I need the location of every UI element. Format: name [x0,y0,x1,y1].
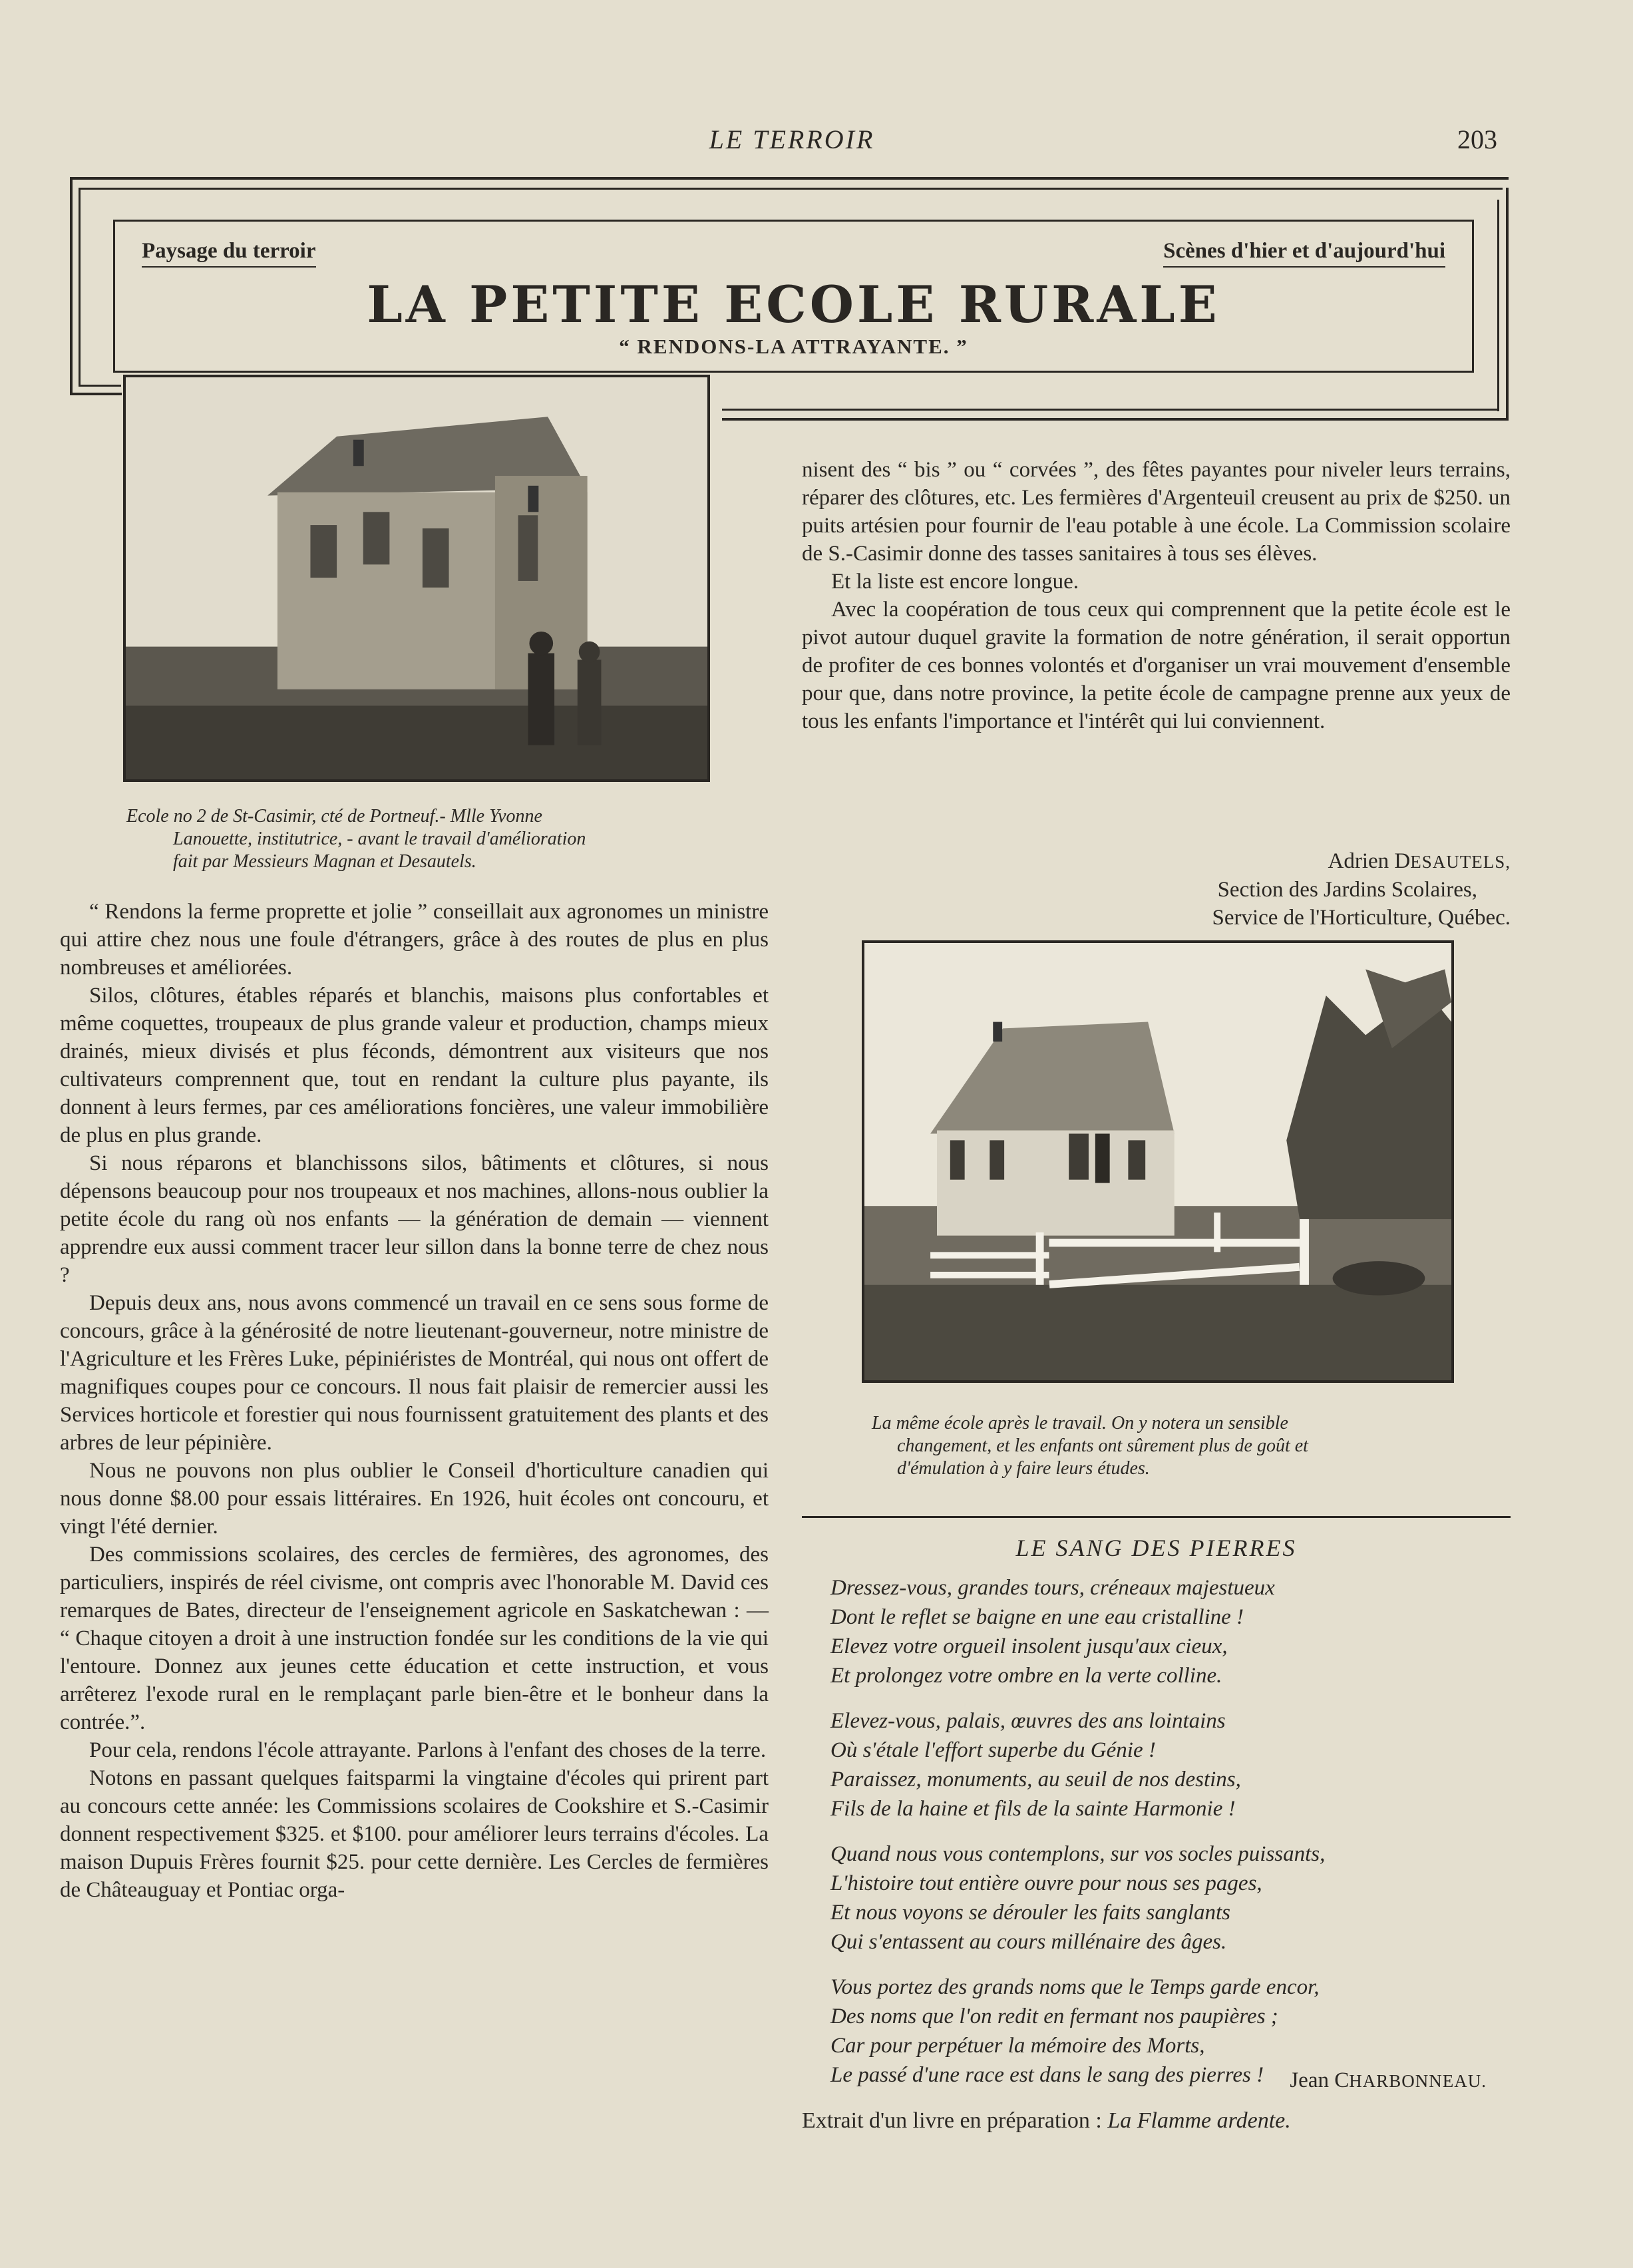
poem-line: Le passé d'une race est dans le sang des pierres ! [830,2063,1264,2087]
paragraph: Des commissions scolaires, des cercles de fermières, des agronomes, des particuliers, inspirés de réel civisme, ont compris avec l'honorable M. David ces remarques de Bates, directeur de l'enseignement agricole en Saskatchewan : — “ Chaque citoyen a droit à une instruction fondée sur les conditions de la vie qui l'entoure. Donnez aux jeunes cette éducation et cette instruction, et vous arrêterez l'exode rural en le remplaçant parle bien-être et le bonheur dans la contrée.”. [60,1543,769,1734]
poem-source [802,2108,1291,2134]
poem-line: Car pour perpétuer la mémoire des Morts, [830,2034,1205,2058]
poem-source-prefix: Extrait d'un livre en préparation : [802,2108,1102,2133]
frame-rule-left-outer [70,177,73,394]
caption-before-line: fait par Messieurs Magnan et Desautels. [173,851,476,872]
article-title: LA PETITE ECOLE RURALE [367,275,1220,334]
poem-line: Vous portez des grands noms que le Temps garde encor, [830,1975,1320,1999]
paragraph: Pour cela, rendons l'école attrayante. Parlons à l'enfant des choses de la terre. [89,1738,767,1762]
poem [830,1573,1496,2106]
frame-rule-top-inner [79,188,1503,190]
paragraph: Avec la coopération de tous ceux qui comprennent que la petite école est le pivot autour duquel gravite la formation de notre génération, il serait opportun de profiter de ces bonnes volontés et d'organiser un vrai mouvement d'ensemble pour que, dans notre province, la petite école de campagne prenne aux yeux de tous les enfants l'importance et l'intérêt qui lui conviennent. [802,598,1511,733]
frame-rule-bottom-outer [722,418,1509,421]
caption-before-line: Lanouette, institutrice, - avant le travail d'amélioration [173,829,586,849]
paragraph: “ Rendons la ferme proprette et jolie ” conseillait aux agronomes un ministre qui attire chez nous une foule d'étrangers, grâce à des routes de plus en plus nombreuses et améliorées. [60,900,769,980]
section-kicker: Paysage du terroir [142,239,316,268]
author-name [802,847,1511,876]
frame-rule-top-outer [70,177,1509,180]
left-column [60,898,769,1904]
series-kicker: Scènes d'hier et d'aujourd'hui [1163,239,1445,268]
paragraph: Depuis deux ans, nous avons commencé un travail en ce sens sous forme de concours, grâce à la générosité de notre lieutenant-gouverneur, notre ministre de l'Agriculture et les Frères Luke, pépiniéristes de Montréal, qui nous ont offert de magnifiques coupes pour ce concours. Il nous fait plaisir de remercier aussi les Services horticole et forestier qui nous fournissent gratuitement des plants et des arbres de leur pépinière. [60,1291,769,1455]
poem-line: Dont le reflet se baigne en une eau cristalline ! [830,1605,1244,1629]
frame-rule-right-inner [1497,200,1499,411]
poem-line: Dressez-vous, grandes tours, créneaux majestueux [830,1576,1275,1600]
school-before-image [126,377,707,779]
poem-author-rest: HARBONNEAU. [1349,2071,1487,2091]
caption-after-line: d'émulation à y faire leurs études. [897,1458,1150,1479]
author-affiliation: Section des Jardins Scolaires, [1217,878,1477,902]
poem-line: Quand nous vous contemplons, sur vos socles puissants, [830,1842,1326,1866]
frame-rule-left-foot [70,393,122,395]
caption-after-line: La même école après le travail. On y notera un sensible [872,1413,1288,1433]
poem-line: Elevez votre orgueil insolent jusqu'aux cieux, [830,1634,1228,1658]
caption-after [872,1412,1451,1480]
poem-line: Qui s'entassent au cours millénaire des âges. [830,1930,1227,1954]
author-service: Service de l'Horticulture, Québec. [1212,906,1511,930]
caption-before [126,805,712,873]
running-title: LE TERROIR [709,124,875,154]
frame-rule-bottom-inner [722,409,1499,411]
paragraph: nisent des “ bis ” ou “ corvées ”, des fêtes payantes pour niveler leurs terrains, réparer des clôtures, etc. Les fermières d'Argenteuil creusent au prix de $250. un puits artésien pour fournir de l'eau potable à une école. La Commission scolaire de S.-Casimir donne des tasses sanitaires à tous ses élèves. [802,458,1511,566]
poem-line: Où s'étale l'effort superbe du Génie ! [830,1738,1156,1762]
poem-author-first: Jean [1290,2068,1329,2092]
poem-source-title: La Flamme ardente. [1107,2108,1291,2133]
paragraph: Si nous réparons et blanchissons silos, bâtiments et clôtures, si nous dépensons beaucoup pour nos troupeaux et nos machines, allons-nous oublier la petite école du rang où nos enfants — la génération de demain — viennent apprendre eux aussi comment tracer leur sillon dans la bonne terre de chez nous ? [60,1151,769,1287]
poem-line: Et nous voyons se dérouler les faits sanglants [830,1901,1230,1925]
article-subtitle: “ RENDONS-LA ATTRAYANTE. ” [619,335,968,358]
poem-title: LE SANG DES PIERRES [1015,1535,1297,1561]
caption-before-line: Ecole no 2 de St-Casimir, cté de Portneuf.- Mlle Yvonne [126,806,542,827]
poem-stanza [830,1573,1496,1690]
photo-school-after [862,940,1454,1383]
author-first-name: Adrien [1328,849,1389,873]
poem-author [1290,2068,1487,2093]
paragraph: Nous ne pouvons non plus oublier le Conseil d'horticulture canadien qui nous donne $8.00 pour essais littéraires. En 1926, huit écoles ont concouru, et vingt l'été dernier. [60,1459,769,1539]
page-number: 203 [1457,124,1497,154]
poem-line: Elevez-vous, palais, œuvres des ans lointains [830,1709,1226,1733]
frame-rule-left-inner [79,188,81,386]
right-column [802,456,1511,735]
section-divider [802,1516,1511,1518]
paragraph: Et la liste est encore longue. [831,570,1079,594]
paragraph: Notons en passant quelques faitsparmi la vingtaine d'écoles qui prirent part au concours cette année: les Commissions scolaires de Cookshire et S.-Casimir donnent respectivement $325. et $100. pour améliorer leurs terrains d'écoles. La maison Dupuis Frères fournit $25. pour cette dernière. Les Cercles de fermières de Châteauguay et Pontiac orga- [60,1766,769,1902]
poem-line: Et prolongez votre ombre en la verte colline. [830,1664,1222,1688]
school-after-image [864,943,1451,1380]
frame-rule-left-foot-inner [79,385,121,387]
photo-school-before [123,375,710,782]
author-last-rest: ESAUTELS, [1410,852,1511,872]
frame-rule-right-outer [1506,188,1509,421]
running-head [0,124,1633,164]
poem-line: Des noms que l'on redit en fermant nos paupières ; [830,2004,1278,2028]
caption-after-line: changement, et les enfants ont sûrement plus de goût et [897,1435,1308,1456]
poem-author-initial: C [1334,2068,1350,2092]
poem-stanza [830,1839,1496,1957]
poem-stanza [830,1706,1496,1823]
poem-line: Fils de la haine et fils de la sainte Harmonie ! [830,1797,1236,1821]
title-box [113,220,1474,373]
poem-line: L'histoire tout entière ouvre pour nous ses pages, [830,1871,1262,1895]
author-last-initial: D [1394,849,1411,873]
paragraph: Silos, clôtures, étables réparés et blanchis, maisons plus confortables et même coquettes, troupeaux de plus grande valeur et production, champs mieux drainés, mieux divisés et plus féconds, démontrent aux visiteurs que nos cultivateurs comprennent que, tout en rendant la culture plus payante, ils donnent à leurs fermes, par ces améliorations foncières, une valeur immobilière de plus en plus grande. [60,984,769,1147]
poem-line: Paraissez, monuments, au seuil de nos destins, [830,1768,1241,1792]
article-signature [802,847,1511,932]
